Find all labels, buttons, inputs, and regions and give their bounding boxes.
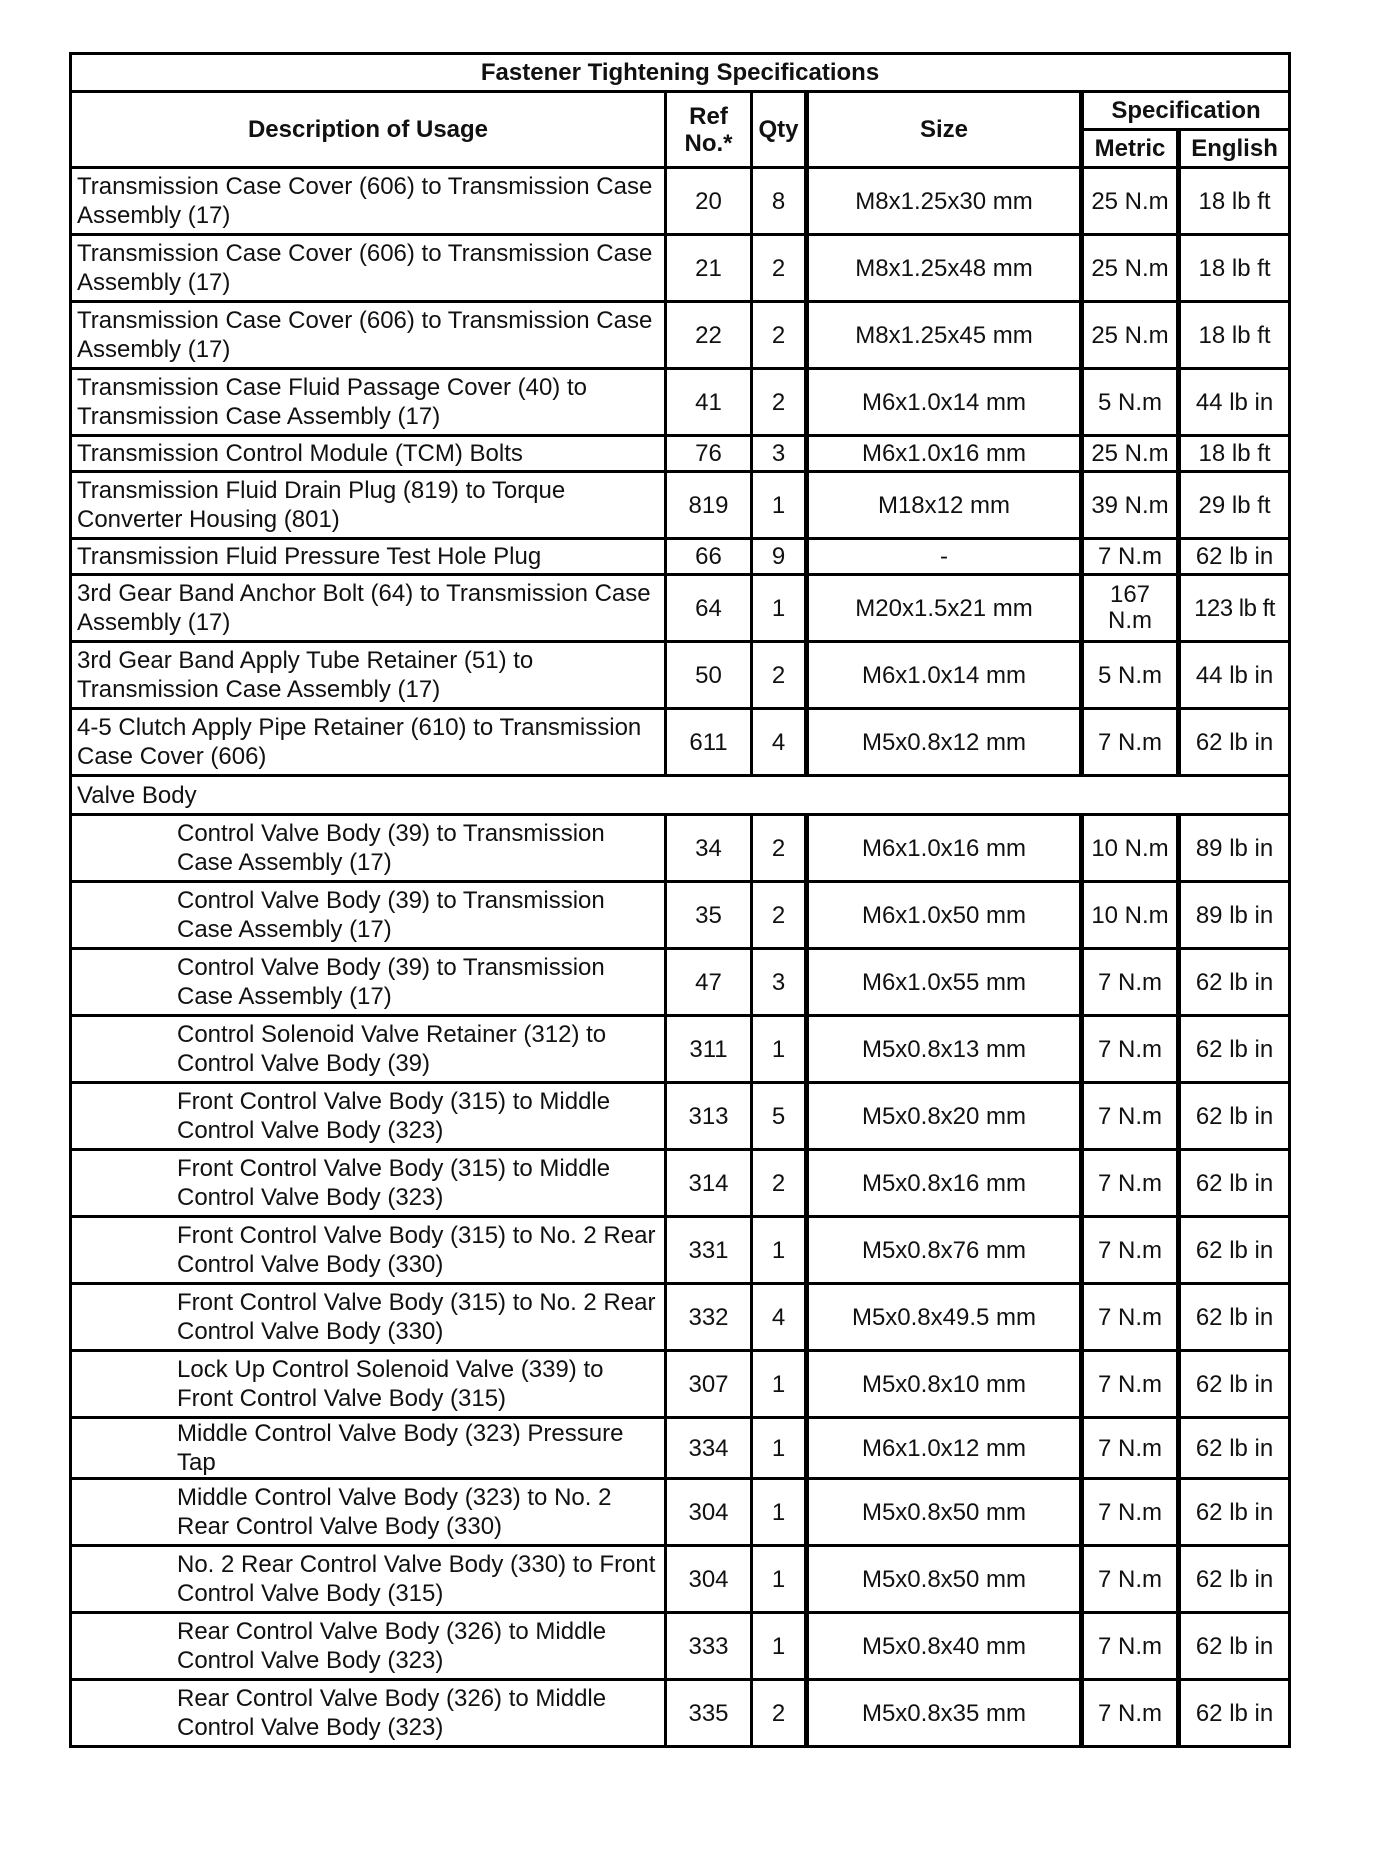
cell-qty: 1: [752, 1613, 807, 1680]
group-row-valve-body: [71, 776, 1290, 815]
cell-metric: 167 N.m: [1082, 575, 1179, 642]
cell-ref-no: 819: [666, 472, 752, 539]
cell-metric: 10 N.m: [1082, 882, 1179, 949]
cell-ref-no: 311: [666, 1016, 752, 1083]
header-description: Description of Usage: [71, 92, 666, 168]
cell-size: M5x0.8x20 mm: [807, 1083, 1082, 1150]
cell-english: 62 lb in: [1179, 1351, 1290, 1418]
cell-english: 62 lb in: [1179, 1217, 1290, 1284]
cell-size: M18x12 mm: [807, 472, 1082, 539]
cell-ref-no: 333: [666, 1613, 752, 1680]
group-label: Valve Body: [71, 776, 1290, 815]
table-row: [71, 235, 1290, 302]
cell-english: 18 lb ft: [1179, 235, 1290, 302]
cell-qty: 1: [752, 575, 807, 642]
cell-metric: 7 N.m: [1082, 1351, 1179, 1418]
cell-size: M5x0.8x49.5 mm: [807, 1284, 1082, 1351]
cell-qty: 2: [752, 235, 807, 302]
cell-description: Control Valve Body (39) to Transmission Case Assembly (17): [71, 949, 666, 1016]
cell-english: 62 lb in: [1179, 1016, 1290, 1083]
cell-qty: 1: [752, 1418, 807, 1479]
cell-size: M5x0.8x50 mm: [807, 1546, 1082, 1613]
cell-metric: 39 N.m: [1082, 472, 1179, 539]
cell-description: 3rd Gear Band Anchor Bolt (64) to Transmission Case Assembly (17): [71, 575, 666, 642]
cell-size: M5x0.8x50 mm: [807, 1479, 1082, 1546]
cell-size: M5x0.8x10 mm: [807, 1351, 1082, 1418]
cell-metric: 7 N.m: [1082, 1284, 1179, 1351]
cell-qty: 2: [752, 882, 807, 949]
cell-description: Lock Up Control Solenoid Valve (339) to Front Control Valve Body (315): [71, 1351, 666, 1418]
cell-ref-no: 307: [666, 1351, 752, 1418]
cell-ref-no: 332: [666, 1284, 752, 1351]
cell-size: M5x0.8x40 mm: [807, 1613, 1082, 1680]
cell-english: 123 lb ft: [1179, 575, 1290, 642]
cell-size: M6x1.0x55 mm: [807, 949, 1082, 1016]
cell-size: M6x1.0x14 mm: [807, 369, 1082, 436]
cell-size: M20x1.5x21 mm: [807, 575, 1082, 642]
cell-metric: 5 N.m: [1082, 642, 1179, 709]
cell-ref-no: 22: [666, 302, 752, 369]
cell-english: 29 lb ft: [1179, 472, 1290, 539]
cell-qty: 2: [752, 369, 807, 436]
cell-qty: 4: [752, 709, 807, 776]
cell-ref-no: 50: [666, 642, 752, 709]
cell-metric: 7 N.m: [1082, 1418, 1179, 1479]
cell-metric: 7 N.m: [1082, 1150, 1179, 1217]
cell-qty: 1: [752, 1546, 807, 1613]
table-row: [71, 1351, 1290, 1418]
cell-size: M8x1.25x45 mm: [807, 302, 1082, 369]
cell-description: Rear Control Valve Body (326) to Middle Control Valve Body (323): [71, 1680, 666, 1747]
cell-ref-no: 611: [666, 709, 752, 776]
cell-size: M5x0.8x12 mm: [807, 709, 1082, 776]
cell-qty: 1: [752, 472, 807, 539]
cell-english: 62 lb in: [1179, 1546, 1290, 1613]
table-row: [71, 1418, 1290, 1479]
cell-size: M6x1.0x12 mm: [807, 1418, 1082, 1479]
cell-size: M6x1.0x50 mm: [807, 882, 1082, 949]
cell-qty: 2: [752, 1680, 807, 1747]
cell-size: M5x0.8x35 mm: [807, 1680, 1082, 1747]
cell-ref-no: 64: [666, 575, 752, 642]
cell-qty: 2: [752, 815, 807, 882]
cell-qty: 4: [752, 1284, 807, 1351]
cell-english: 89 lb in: [1179, 882, 1290, 949]
cell-english: 44 lb in: [1179, 642, 1290, 709]
cell-metric: 7 N.m: [1082, 1479, 1179, 1546]
cell-description: Middle Control Valve Body (323) Pressure Tap: [71, 1418, 666, 1479]
table-row: [71, 369, 1290, 436]
cell-description: Transmission Case Cover (606) to Transmission Case Assembly (17): [71, 168, 666, 235]
cell-description: Transmission Fluid Pressure Test Hole Plug: [71, 539, 666, 575]
main-rows: [71, 168, 1290, 776]
cell-size: M5x0.8x13 mm: [807, 1016, 1082, 1083]
table-row: [71, 1284, 1290, 1351]
cell-description: 4-5 Clutch Apply Pipe Retainer (610) to Transmission Case Cover (606): [71, 709, 666, 776]
cell-english: 62 lb in: [1179, 539, 1290, 575]
cell-english: 62 lb in: [1179, 1418, 1290, 1479]
cell-ref-no: 35: [666, 882, 752, 949]
cell-size: M5x0.8x16 mm: [807, 1150, 1082, 1217]
cell-english: 62 lb in: [1179, 1150, 1290, 1217]
table-row: [71, 1217, 1290, 1284]
table-row: [71, 949, 1290, 1016]
table-row: [71, 815, 1290, 882]
cell-ref-no: 76: [666, 436, 752, 472]
cell-description: No. 2 Rear Control Valve Body (330) to Front Control Valve Body (315): [71, 1546, 666, 1613]
cell-ref-no: 335: [666, 1680, 752, 1747]
cell-qty: 2: [752, 302, 807, 369]
cell-metric: 7 N.m: [1082, 539, 1179, 575]
header-english: English: [1179, 130, 1290, 168]
cell-description: Rear Control Valve Body (326) to Middle Control Valve Body (323): [71, 1613, 666, 1680]
cell-description: Front Control Valve Body (315) to Middle Control Valve Body (323): [71, 1083, 666, 1150]
cell-description: Control Solenoid Valve Retainer (312) to Control Valve Body (39): [71, 1016, 666, 1083]
cell-metric: 7 N.m: [1082, 1613, 1179, 1680]
cell-qty: 3: [752, 949, 807, 1016]
cell-description: Transmission Control Module (TCM) Bolts: [71, 436, 666, 472]
cell-description: Front Control Valve Body (315) to Middle Control Valve Body (323): [71, 1150, 666, 1217]
table-row: [71, 1546, 1290, 1613]
fastener-spec-table: [69, 52, 1291, 1748]
table-row: [71, 1680, 1290, 1747]
cell-size: M8x1.25x48 mm: [807, 235, 1082, 302]
cell-qty: 2: [752, 642, 807, 709]
cell-description: 3rd Gear Band Apply Tube Retainer (51) to Transmission Case Assembly (17): [71, 642, 666, 709]
cell-metric: 7 N.m: [1082, 709, 1179, 776]
cell-ref-no: 304: [666, 1546, 752, 1613]
table-row: [71, 709, 1290, 776]
cell-ref-no: 20: [666, 168, 752, 235]
cell-english: 62 lb in: [1179, 1083, 1290, 1150]
cell-ref-no: 41: [666, 369, 752, 436]
cell-ref-no: 334: [666, 1418, 752, 1479]
cell-size: M8x1.25x30 mm: [807, 168, 1082, 235]
cell-english: 62 lb in: [1179, 1680, 1290, 1747]
header-size: Size: [807, 92, 1082, 168]
cell-description: Transmission Fluid Drain Plug (819) to Torque Converter Housing (801): [71, 472, 666, 539]
cell-ref-no: 34: [666, 815, 752, 882]
cell-qty: 1: [752, 1479, 807, 1546]
cell-english: 18 lb ft: [1179, 168, 1290, 235]
cell-metric: 10 N.m: [1082, 815, 1179, 882]
cell-qty: 2: [752, 1150, 807, 1217]
table-row: [71, 1613, 1290, 1680]
cell-metric: 25 N.m: [1082, 436, 1179, 472]
cell-qty: 9: [752, 539, 807, 575]
cell-metric: 25 N.m: [1082, 302, 1179, 369]
table-row: [71, 1479, 1290, 1546]
cell-size: M6x1.0x16 mm: [807, 436, 1082, 472]
table-row: [71, 168, 1290, 235]
cell-description: Front Control Valve Body (315) to No. 2 Rear Control Valve Body (330): [71, 1217, 666, 1284]
table-row: [71, 539, 1290, 575]
cell-ref-no: 21: [666, 235, 752, 302]
cell-qty: 8: [752, 168, 807, 235]
table-row: [71, 575, 1290, 642]
cell-ref-no: 331: [666, 1217, 752, 1284]
table-title: Fastener Tightening Specifications: [71, 54, 1290, 92]
cell-description: Control Valve Body (39) to Transmission Case Assembly (17): [71, 882, 666, 949]
group-rows: [71, 815, 1290, 1747]
table-row: [71, 472, 1290, 539]
cell-ref-no: 313: [666, 1083, 752, 1150]
cell-ref-no: 47: [666, 949, 752, 1016]
cell-size: M6x1.0x14 mm: [807, 642, 1082, 709]
table-row: [71, 436, 1290, 472]
cell-description: Transmission Case Fluid Passage Cover (40) to Transmission Case Assembly (17): [71, 369, 666, 436]
table-row: [71, 1150, 1290, 1217]
header-ref-no: Ref No.*: [666, 92, 752, 168]
cell-metric: 7 N.m: [1082, 949, 1179, 1016]
cell-english: 62 lb in: [1179, 1613, 1290, 1680]
cell-english: 62 lb in: [1179, 709, 1290, 776]
cell-size: -: [807, 539, 1082, 575]
cell-metric: 7 N.m: [1082, 1016, 1179, 1083]
cell-description: Control Valve Body (39) to Transmission Case Assembly (17): [71, 815, 666, 882]
cell-qty: 5: [752, 1083, 807, 1150]
cell-size: M6x1.0x16 mm: [807, 815, 1082, 882]
cell-qty: 3: [752, 436, 807, 472]
table-row: [71, 642, 1290, 709]
cell-metric: 7 N.m: [1082, 1546, 1179, 1613]
cell-metric: 5 N.m: [1082, 369, 1179, 436]
table-row: [71, 302, 1290, 369]
cell-ref-no: 66: [666, 539, 752, 575]
cell-english: 62 lb in: [1179, 1284, 1290, 1351]
cell-english: 62 lb in: [1179, 949, 1290, 1016]
cell-ref-no: 314: [666, 1150, 752, 1217]
cell-ref-no: 304: [666, 1479, 752, 1546]
cell-english: 18 lb ft: [1179, 302, 1290, 369]
cell-english: 44 lb in: [1179, 369, 1290, 436]
cell-description: Transmission Case Cover (606) to Transmission Case Assembly (17): [71, 235, 666, 302]
cell-description: Middle Control Valve Body (323) to No. 2 Rear Control Valve Body (330): [71, 1479, 666, 1546]
cell-english: 18 lb ft: [1179, 436, 1290, 472]
table-row: [71, 1016, 1290, 1083]
header-specification: Specification: [1082, 92, 1290, 130]
cell-description: Transmission Case Cover (606) to Transmission Case Assembly (17): [71, 302, 666, 369]
cell-metric: 25 N.m: [1082, 235, 1179, 302]
cell-metric: 7 N.m: [1082, 1217, 1179, 1284]
cell-metric: 25 N.m: [1082, 168, 1179, 235]
table-row: [71, 882, 1290, 949]
cell-qty: 1: [752, 1351, 807, 1418]
cell-description: Front Control Valve Body (315) to No. 2 Rear Control Valve Body (330): [71, 1284, 666, 1351]
cell-english: 62 lb in: [1179, 1479, 1290, 1546]
cell-metric: 7 N.m: [1082, 1680, 1179, 1747]
cell-english: 89 lb in: [1179, 815, 1290, 882]
header-metric: Metric: [1082, 130, 1179, 168]
cell-qty: 1: [752, 1016, 807, 1083]
cell-qty: 1: [752, 1217, 807, 1284]
table-row: [71, 1083, 1290, 1150]
cell-size: M5x0.8x76 mm: [807, 1217, 1082, 1284]
header-qty: Qty: [752, 92, 807, 168]
cell-metric: 7 N.m: [1082, 1083, 1179, 1150]
